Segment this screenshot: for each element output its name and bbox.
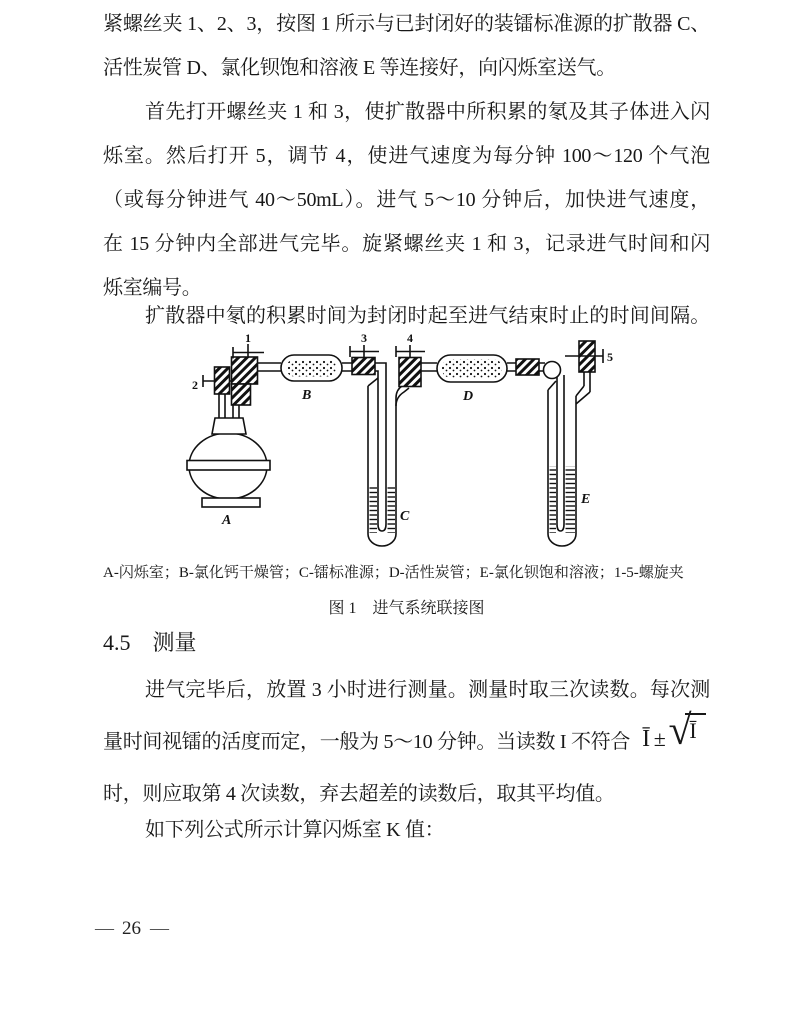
clamp-3 [350,345,379,375]
clamp-4 [396,345,425,387]
body-line: 烁室编号。 [103,277,202,299]
body-line: 时，则应取第 4 次读数，弃去超差的读数后，取其平均值。 [103,783,615,805]
body-line: （或每分钟进气 40～50mL）。进气 5～10 分钟后，加快进气速度， [103,189,710,211]
figure-legend: A-闪烁室；B-氯化钙干燥管；C-镭标准源；D-活性炭管；E-氯化钡饱和溶液；1-5-螺旋夹 [103,565,684,581]
body-line: 进气完毕后，放置 3 小时进行测量。测量时取三次读数。每次测 [145,679,710,701]
square-root [668,707,707,758]
pipe [507,363,516,371]
label-clamp-2: 2 [192,378,198,392]
paragraph-measurement [103,664,710,820]
figure-diagram [0,333,800,565]
pipe [421,363,437,371]
body-line: 在 15 分钟内全部进气完毕。旋紧螺丝夹 1 和 3，记录进气时间和闪 [103,233,710,255]
label-clamp-5: 5 [607,350,613,364]
drying-tube-b [281,355,342,381]
label-d: D [463,389,474,404]
label-clamp-4: 4 [407,333,413,345]
pipe [258,363,282,371]
body-line: 活性炭管 D、氯化钡饱和溶液 E 等连接好，向闪烁室送气。 [103,57,616,79]
radical-icon: √ [668,707,692,754]
formula-ibar-pm-sqrt-ibar [642,707,706,758]
label-clamp-3: 3 [361,333,367,345]
page-number: 26 [122,918,141,939]
paragraph-gas-intake-procedure [103,90,710,310]
paragraph-connect-apparatus [103,2,710,90]
figure-title: 图 1 进气系统联接图 [328,600,485,617]
section-heading: 4.5 测量 [103,630,197,655]
carbon-tube-d [437,355,507,382]
label-e: E [581,492,591,507]
body-line: 烁室。然后打开 5，调节 4，使进气速度为每分钟 100～120 个气泡 [103,145,710,167]
label-a: A [222,513,232,528]
hatched-connector [516,359,539,375]
label-c: C [400,509,410,524]
body-line: 扩散器中氡的积累时间为封闭时起至进气结束时止的时间间隔。 [145,305,710,327]
label-clamp-1: 1 [245,333,251,345]
label-b: B [302,388,312,403]
paragraph-accumulation-time [103,294,710,338]
plus-minus-sign: ± [653,726,666,752]
flask-a [187,393,270,507]
footer-dash-right: — [150,918,168,939]
clamp-1 [232,344,265,405]
body-line-with-formula [103,707,710,768]
formula-ibar: Ī [642,726,650,753]
pipe [342,363,352,371]
bubbler-e [544,362,591,547]
paragraph-k-value [103,808,710,852]
clamp-5 [565,341,603,372]
page-footer [95,916,215,942]
body-line: 紧螺丝夹 1、2、3，按图 1 所示与已封闭好的装镭标准源的扩散器 C、 [103,13,710,35]
body-line: 首先打开螺丝夹 1 和 3，使扩散器中所积累的氡及其子体进入闪 [145,101,710,123]
footer-dash-left: — [95,918,113,939]
body-line-text: 量时间视镭的活度而定，一般为 5～10 分钟。当读数 I 不符合 [103,731,631,753]
body-line: 如下列公式所示计算闪烁室 K 值： [145,819,445,841]
radicand: Ī [685,713,706,746]
